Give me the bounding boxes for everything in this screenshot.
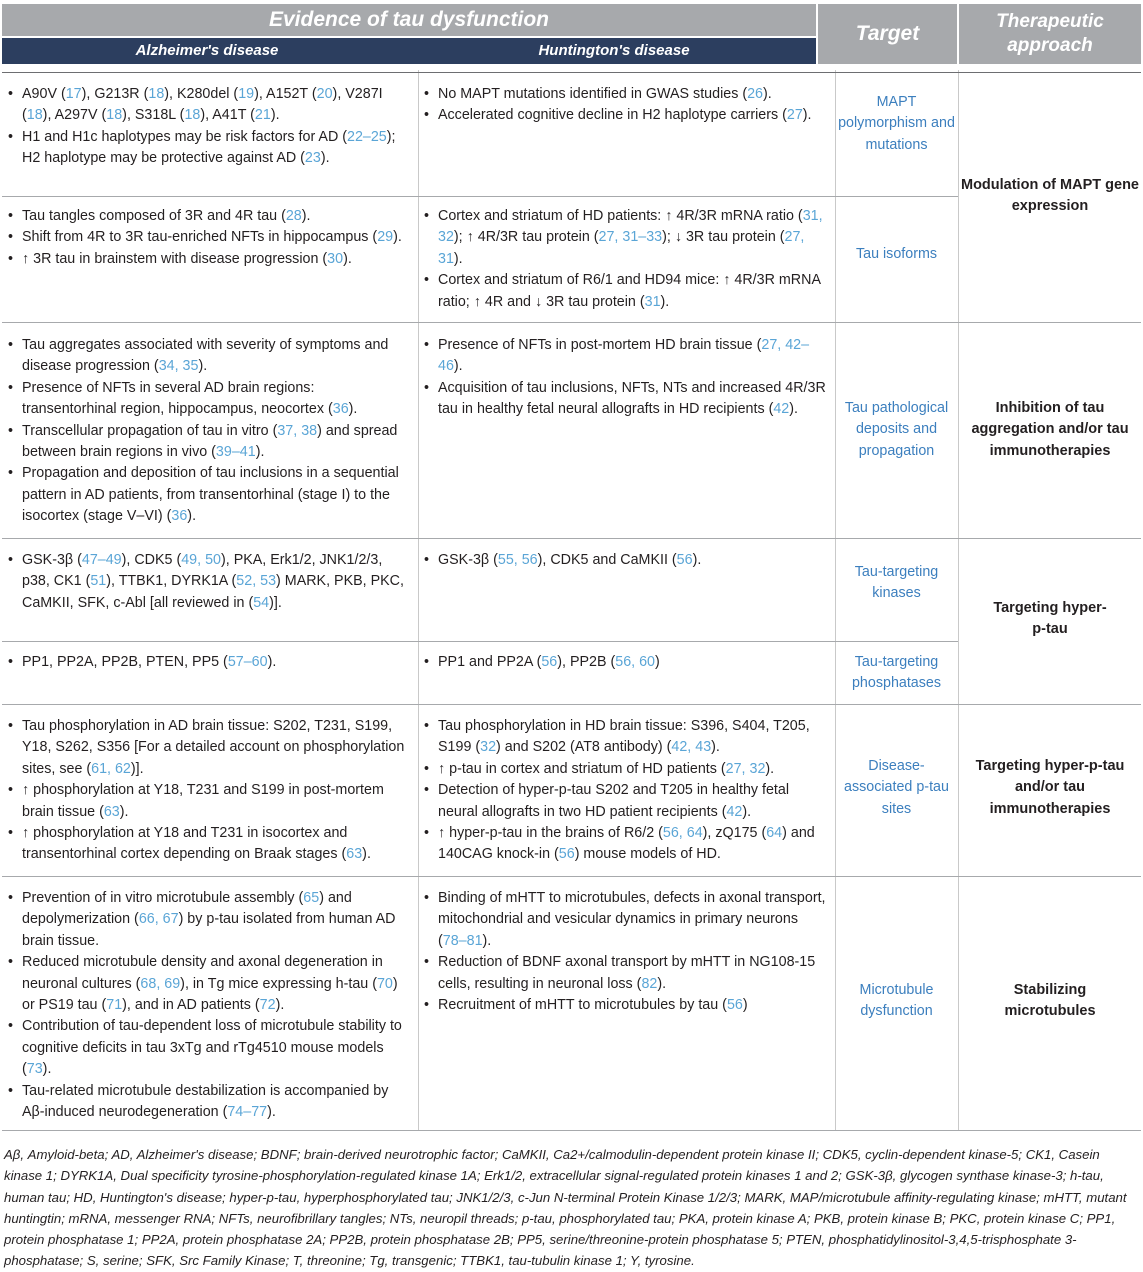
row-psites-hd	[422, 716, 827, 866]
list-item: • GSK-3β (47–49), CDK5 (49, 50), PKA, Erk1/2, JNK1/2/3, p38, CK1 (51), TTBK1, DYRK1A (52, 53) MARK, PKB, PKC, CaMKII, SFK, c-Abl [all reviewed in (54)].	[6, 550, 406, 614]
citation-ref[interactable]: 51	[90, 573, 107, 590]
row-rule	[2, 322, 1141, 323]
evidence-list	[422, 84, 827, 127]
list-item: • Tau-related microtubule destabilization is accompanied by Aβ-induced neurodegeneration (74–77).	[6, 1081, 406, 1124]
header-rule	[2, 72, 1141, 73]
list-item: • GSK-3β (55, 56), CDK5 and CaMKII (56).	[422, 550, 827, 571]
approach-stabilizing: Stabilizing microtubules	[1004, 981, 1096, 1019]
row-isoforms-ad	[6, 206, 406, 270]
row-kinases-ad	[6, 550, 406, 614]
list-item: • Reduction of BDNF axonal transport by mHTT in NG108-15 cells, resulting in neuronal loss (82).	[422, 952, 827, 995]
evidence-list	[6, 550, 406, 614]
list-item: • Tau phosphorylation in AD brain tissue: S202, T231, S199, Y18, S262, S356 [For a detailed account on phosphorylation sites, see (61, 62)].	[6, 716, 406, 780]
list-item: • Propagation and deposition of tau inclusions in a sequential pattern in AD patients, from transentorhinal (stage I) to the isocortex (stage V–VI) (36).	[6, 463, 406, 527]
citation-ref[interactable]: 78–81	[442, 932, 483, 949]
header-alzheimers: Alzheimer's disease	[135, 42, 279, 59]
citation-ref[interactable]: 18	[106, 107, 123, 124]
target-psites: Disease-associated p-tau sites	[844, 757, 949, 817]
citation-ref[interactable]: 73	[26, 1061, 43, 1078]
list-item: • No MAPT mutations identified in GWAS studies (26).	[422, 84, 827, 105]
citation-ref[interactable]: 29	[377, 229, 394, 246]
citation-ref[interactable]: 18	[26, 107, 43, 124]
approach-inhibition: Inhibition of tau aggregation and/or tau immunotherapies	[971, 399, 1129, 459]
row-rule	[2, 641, 958, 642]
evidence-list	[422, 888, 827, 1016]
citation-ref[interactable]: 18	[184, 107, 201, 124]
header-evidence: Evidence of tau dysfunction	[2, 4, 816, 36]
row-aggregation-ad	[6, 335, 406, 528]
row-psites-ad	[6, 716, 406, 866]
row-phosphatases-hd	[422, 652, 827, 673]
evidence-list	[6, 206, 406, 270]
list-item: • ↑ phosphorylation at Y18 and T231 in isocortex and transentorhinal cortex depending on Braak stages (63).	[6, 823, 406, 866]
list-item: • Shift from 4R to 3R tau-enriched NFTs in hippocampus (29).	[6, 227, 406, 248]
row-isoforms-hd	[422, 206, 827, 313]
row-rule	[2, 1130, 1141, 1131]
citation-ref[interactable]: 42, 43	[671, 739, 712, 756]
row-aggregation-hd	[422, 335, 827, 421]
table-header	[0, 0, 1143, 70]
list-item: • PP1 and PP2A (56), PP2B (56, 60)	[422, 652, 827, 673]
citation-ref[interactable]: 57–60	[227, 654, 268, 670]
list-item: • Acquisition of tau inclusions, NFTs, NTs and increased 4R/3R tau in healthy fetal neural allografts in HD recipients (42).	[422, 378, 827, 421]
citation-ref[interactable]: 56	[558, 846, 575, 863]
evidence-list	[6, 888, 406, 1123]
citation-ref[interactable]: 27, 32	[725, 760, 766, 777]
list-item: • Cortex and striatum of HD patients: ↑ 4R/3R mRNA ratio (31, 32); ↑ 4R/3R tau protein (27, 31–33); ↓ 3R tau protein (27, 31).	[422, 206, 827, 270]
target-kinases: Tau-targeting kinases	[854, 563, 939, 601]
citation-ref[interactable]: 56	[676, 552, 693, 568]
row-rule	[2, 876, 1141, 877]
citation-ref[interactable]: 18	[148, 86, 165, 102]
list-item: • Tau phosphorylation in HD brain tissue: S396, S404, T205, S199 (32) and S202 (AT8 antibody) (42, 43).	[422, 716, 827, 759]
table-footnote: Aβ, Amyloid-beta; AD, Alzheimer's disease; BDNF; brain-derived neurotrophic factor; CaMKII, Ca2+/calmodulin-dependent protein kinase II; CDK5, cyclin-dependent kinase-5; CK1, Casein kinase 1; DYRK1A, Dual specificity tyrosine-phosphorylation-regulated kinase 1A; Erk1/2, extracellular signal-regulated protein kinases 1 and 2; GSK-3β, glycogen synthase kinase-3; h-tau, human tau; HD, Huntington's disease; hyper-p-tau, hyperphosphorylated tau; JNK1/2/3, c-Jun N-terminal Protein Kinase 1/2/3; MARK, MAP/microtubule affinity-regulating kinase; mHTT, mutant huntingtin; mRNA, messenger RNA; NFTs, neurofibrillary tangles; NTs, neuropil threads; p-tau, phosphorylated tau; PKA, protein kinase A; PKB, protein kinase B; PKC, protein kinase C; PP1, protein phosphatase 1; PP2A, protein phosphatase 2A; PP2B, protein phosphatase 2B; PP5, serine/threonine-protein phosphatase 5; PTEN, phosphatidylinositol-3,4,5-trisphosphate 3-phosphatase; S, serine; SFK, Src Family Kinase; T, threonine; Tg, transgenic; TTBK1, tau-tubulin kinase 1; Y, tyrosine.	[4, 1147, 1127, 1269]
citation-ref[interactable]: 56	[541, 654, 558, 670]
citation-ref[interactable]: 27, 42–46	[438, 337, 810, 375]
header-subcolumns	[2, 38, 816, 64]
citation-ref[interactable]: 42	[773, 401, 790, 418]
evidence-list	[6, 84, 406, 170]
citation-ref[interactable]: 74–77	[227, 1104, 268, 1121]
list-item: • Prevention of in vitro microtubule assembly (65) and depolymerization (66, 67) by p-tau isolated from human AD brain tissue.	[6, 888, 406, 952]
approach-hyper-p-tau-immunotherapies: Targeting hyper-p-tau and/or tau immunotherapies	[975, 757, 1125, 817]
evidence-list	[422, 335, 827, 421]
citation-ref[interactable]: 20	[316, 86, 333, 102]
citation-ref[interactable]: 17	[65, 86, 82, 102]
list-item: • Accelerated cognitive decline in H2 haplotype carriers (27).	[422, 105, 827, 126]
citation-ref[interactable]: 31	[644, 293, 661, 310]
list-item: • Tau tangles composed of 3R and 4R tau (28).	[6, 206, 406, 227]
citation-ref[interactable]: 26	[747, 86, 763, 102]
citation-ref[interactable]: 37, 38	[277, 422, 318, 439]
citation-ref[interactable]: 19	[238, 86, 255, 102]
citation-ref[interactable]: 52, 53	[236, 573, 277, 590]
row-rule	[2, 538, 1141, 539]
citation-ref[interactable]: 36	[332, 401, 349, 418]
list-item: • A90V (17), G213R (18), K280del (19), A152T (20), V287I (18), A297V (18), S318L (18), A41T (21).	[6, 84, 406, 127]
row-mapt-hd	[422, 84, 827, 127]
header-huntingtons: Huntington's disease	[538, 42, 690, 59]
citation-ref[interactable]: 71	[106, 997, 123, 1014]
evidence-list	[6, 652, 406, 673]
list-item: • Presence of NFTs in several AD brain regions: transentorhinal region, hippocampus, neocortex (36).	[6, 378, 406, 421]
list-item: • Reduced microtubule density and axonal degeneration in neuronal cultures (68, 69), in Tg mice expressing h-tau (70) or PS19 tau (71), and in AD patients (72).	[6, 952, 406, 1016]
list-item: • ↑ hyper-p-tau in the brains of R6/2 (56, 64), zQ175 (64) and 140CAG knock-in (56) mouse models of HD.	[422, 823, 827, 866]
citation-ref[interactable]: 47–49	[81, 552, 122, 568]
citation-ref[interactable]: 23	[304, 150, 321, 167]
list-item: • Detection of hyper-p-tau S202 and T205 in healthy fetal neural allografts in two HD patient recipients (42).	[422, 780, 827, 823]
list-item: • H1 and H1c haplotypes may be risk factors for AD (22–25); H2 haplotype may be protective against AD (23).	[6, 127, 406, 170]
citation-ref[interactable]: 34, 35	[158, 358, 199, 375]
citation-ref[interactable]: 28	[285, 208, 302, 224]
list-item: • ↑ 3R tau in brainstem with disease progression (30).	[6, 249, 406, 270]
approach-hyper-p-tau: Targeting hyper-p-tau	[993, 599, 1107, 637]
row-microtubule-ad	[6, 888, 406, 1123]
target-phosphatases: Tau-targeting phosphatases	[851, 653, 942, 691]
row-mapt-ad	[6, 84, 406, 170]
header-target: Target	[818, 4, 957, 64]
evidence-list	[422, 652, 827, 673]
citation-ref[interactable]: 31, 32	[438, 208, 823, 246]
citation-ref[interactable]: 54	[253, 594, 270, 611]
citation-ref[interactable]: 27	[786, 107, 803, 124]
evidence-list	[422, 716, 827, 866]
list-item: • Binding of mHTT to microtubules, defects in axonal transport, mitochondrial and vesicular dynamics in primary neurons (78–81).	[422, 888, 827, 952]
citation-ref[interactable]: 66, 67	[138, 911, 179, 928]
citation-ref[interactable]: 55, 56	[497, 552, 538, 568]
row-kinases-hd	[422, 550, 827, 571]
list-item: • Contribution of tau-dependent loss of microtubule stability to cognitive deficits in tau 3xTg and rTg4510 mouse models (73).	[6, 1016, 406, 1080]
citation-ref[interactable]: 64	[766, 825, 783, 842]
citation-ref[interactable]: 63	[346, 846, 363, 863]
citation-ref[interactable]: 63	[103, 803, 120, 820]
header-approach-label: Therapeutic approach	[996, 11, 1104, 56]
column-divider	[958, 70, 959, 1130]
citation-ref[interactable]: 82	[641, 975, 658, 992]
citation-ref[interactable]: 22–25	[347, 128, 387, 145]
target-deposits: Tau pathological deposits and propagation	[844, 399, 949, 459]
citation-ref[interactable]: 30	[327, 250, 344, 267]
citation-ref[interactable]: 27, 31–33	[598, 229, 663, 246]
citation-ref[interactable]: 65	[303, 890, 320, 906]
list-item: • ↑ p-tau in cortex and striatum of HD patients (27, 32).	[422, 759, 827, 780]
list-item: • Transcellular propagation of tau in vitro (37, 38) and spread between brain regions in vivo (39–41).	[6, 421, 406, 464]
row-rule	[2, 704, 1141, 705]
citation-ref[interactable]: 72	[259, 997, 276, 1014]
citation-ref[interactable]: 56, 64	[662, 825, 703, 842]
citation-ref[interactable]: 56, 60	[615, 654, 655, 670]
header-therapeutic-approach	[959, 4, 1141, 64]
target-mapt: MAPT polymorphism and mutations	[838, 93, 955, 153]
row-phosphatases-ad	[6, 652, 406, 673]
list-item: • Tau aggregates associated with severity of symptoms and disease progression (34, 35).	[6, 335, 406, 378]
citation-ref[interactable]: 42	[726, 803, 743, 820]
citation-ref[interactable]: 61, 62	[91, 760, 131, 777]
row-microtubule-hd	[422, 888, 827, 1016]
evidence-list	[6, 716, 406, 866]
citation-ref[interactable]: 39–41	[215, 444, 256, 461]
citation-ref[interactable]: 32	[480, 739, 497, 756]
list-item: • Cortex and striatum of R6/1 and HD94 mice: ↑ 4R/3R mRNA ratio; ↑ 4R and ↓ 3R tau protein (31).	[422, 270, 827, 313]
citation-ref[interactable]: 70	[376, 975, 393, 992]
row-rule	[2, 196, 958, 197]
citation-ref[interactable]: 36	[171, 508, 188, 525]
evidence-list	[6, 335, 406, 528]
evidence-list	[422, 550, 827, 571]
evidence-list	[422, 206, 827, 313]
list-item: • PP1, PP2A, PP2B, PTEN, PP5 (57–60).	[6, 652, 406, 673]
citation-ref[interactable]: 68, 69	[140, 975, 181, 992]
list-item: • Presence of NFTs in post-mortem HD brain tissue (27, 42–46).	[422, 335, 827, 378]
citation-ref[interactable]: 56	[726, 997, 743, 1014]
column-divider	[418, 70, 419, 1130]
target-isoforms: Tau isoforms	[855, 246, 938, 263]
target-microtubule: Microtubule dysfunction	[859, 981, 934, 1019]
list-item: • ↑ phosphorylation at Y18, T231 and S199 in post-mortem brain tissue (63).	[6, 780, 406, 823]
citation-ref[interactable]: 21	[254, 107, 271, 124]
citation-ref[interactable]: 27, 31	[438, 229, 805, 267]
approach-modulation: Modulation of MAPT gene expression	[960, 176, 1139, 214]
list-item: • Recruitment of mHTT to microtubules by tau (56)	[422, 995, 827, 1016]
citation-ref[interactable]: 49, 50	[181, 552, 221, 568]
